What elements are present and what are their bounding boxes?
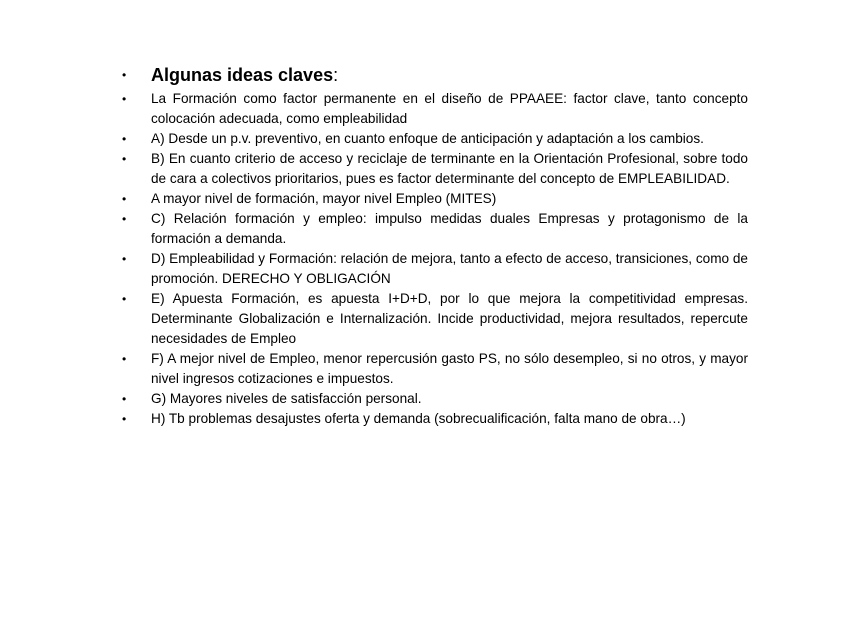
bullet-icon: • — [122, 132, 127, 146]
bullet-icon: • — [122, 292, 127, 306]
list-item — [118, 209, 748, 249]
bullet-icon: • — [122, 252, 127, 266]
bullet-icon: • — [122, 152, 127, 166]
list-item — [118, 389, 748, 409]
bullet-icon: • — [122, 412, 127, 426]
list-item — [118, 249, 748, 289]
list-item — [118, 129, 748, 149]
list-item — [118, 89, 748, 129]
ideas-bullet-list — [118, 64, 748, 429]
list-item — [118, 289, 748, 349]
bullet-icon: • — [122, 92, 127, 106]
bullet-icon: • — [122, 352, 127, 366]
list-item-text: C) Relación formación y empleo: impulso medidas duales Empresas y protagonismo de la formación a demanda. — [151, 211, 748, 246]
bullet-icon: • — [122, 212, 127, 226]
list-item-text: B) En cuanto criterio de acceso y reciclaje de terminante en la Orientación Profesional, sobre todo de cara a colectivos prioritarios, pues es factor determinante del concepto de EMPLEABILIDAD. — [151, 151, 748, 186]
heading-colon: : — [333, 65, 339, 85]
list-item — [118, 189, 748, 209]
list-item-text: F) A mejor nivel de Empleo, menor repercusión gasto PS, no sólo desempleo, si no otros, y mayor nivel ingresos cotizaciones e impuestos. — [151, 351, 748, 386]
list-item-text: H) Tb problemas desajustes oferta y demanda (sobrecualificación, falta mano de obra…) — [151, 411, 686, 426]
list-item-text: G) Mayores niveles de satisfacción personal. — [151, 391, 422, 406]
bullet-icon: • — [122, 192, 127, 206]
list-item-text: A mayor nivel de formación, mayor nivel Empleo (MITES) — [151, 191, 497, 206]
list-item-text: E) Apuesta Formación, es apuesta I+D+D, por lo que mejora la competitividad empresas. Determinante Globalización e Internalización. Incide productividad, mejora resultados, repercute necesidades de Empleo — [151, 291, 748, 346]
heading-text: Algunas ideas claves — [151, 65, 334, 85]
bullet-icon: • — [122, 392, 127, 406]
list-item-text: A) Desde un p.v. preventivo, en cuanto enfoque de anticipación y adaptación a los cambios. — [151, 131, 704, 146]
list-item-text: D) Empleabilidad y Formación: relación de mejora, tanto a efecto de acceso, transiciones, como de promoción. DERECHO Y OBLIGACIÓN — [151, 251, 748, 286]
list-item — [118, 409, 748, 429]
list-item — [118, 349, 748, 389]
bullet-icon: • — [122, 68, 127, 82]
list-item — [118, 149, 748, 189]
list-item-text: La Formación como factor permanente en el diseño de PPAAEE: factor clave, tanto concepto colocación adecuada, como empleabilidad — [151, 91, 748, 126]
list-heading — [118, 64, 748, 87]
